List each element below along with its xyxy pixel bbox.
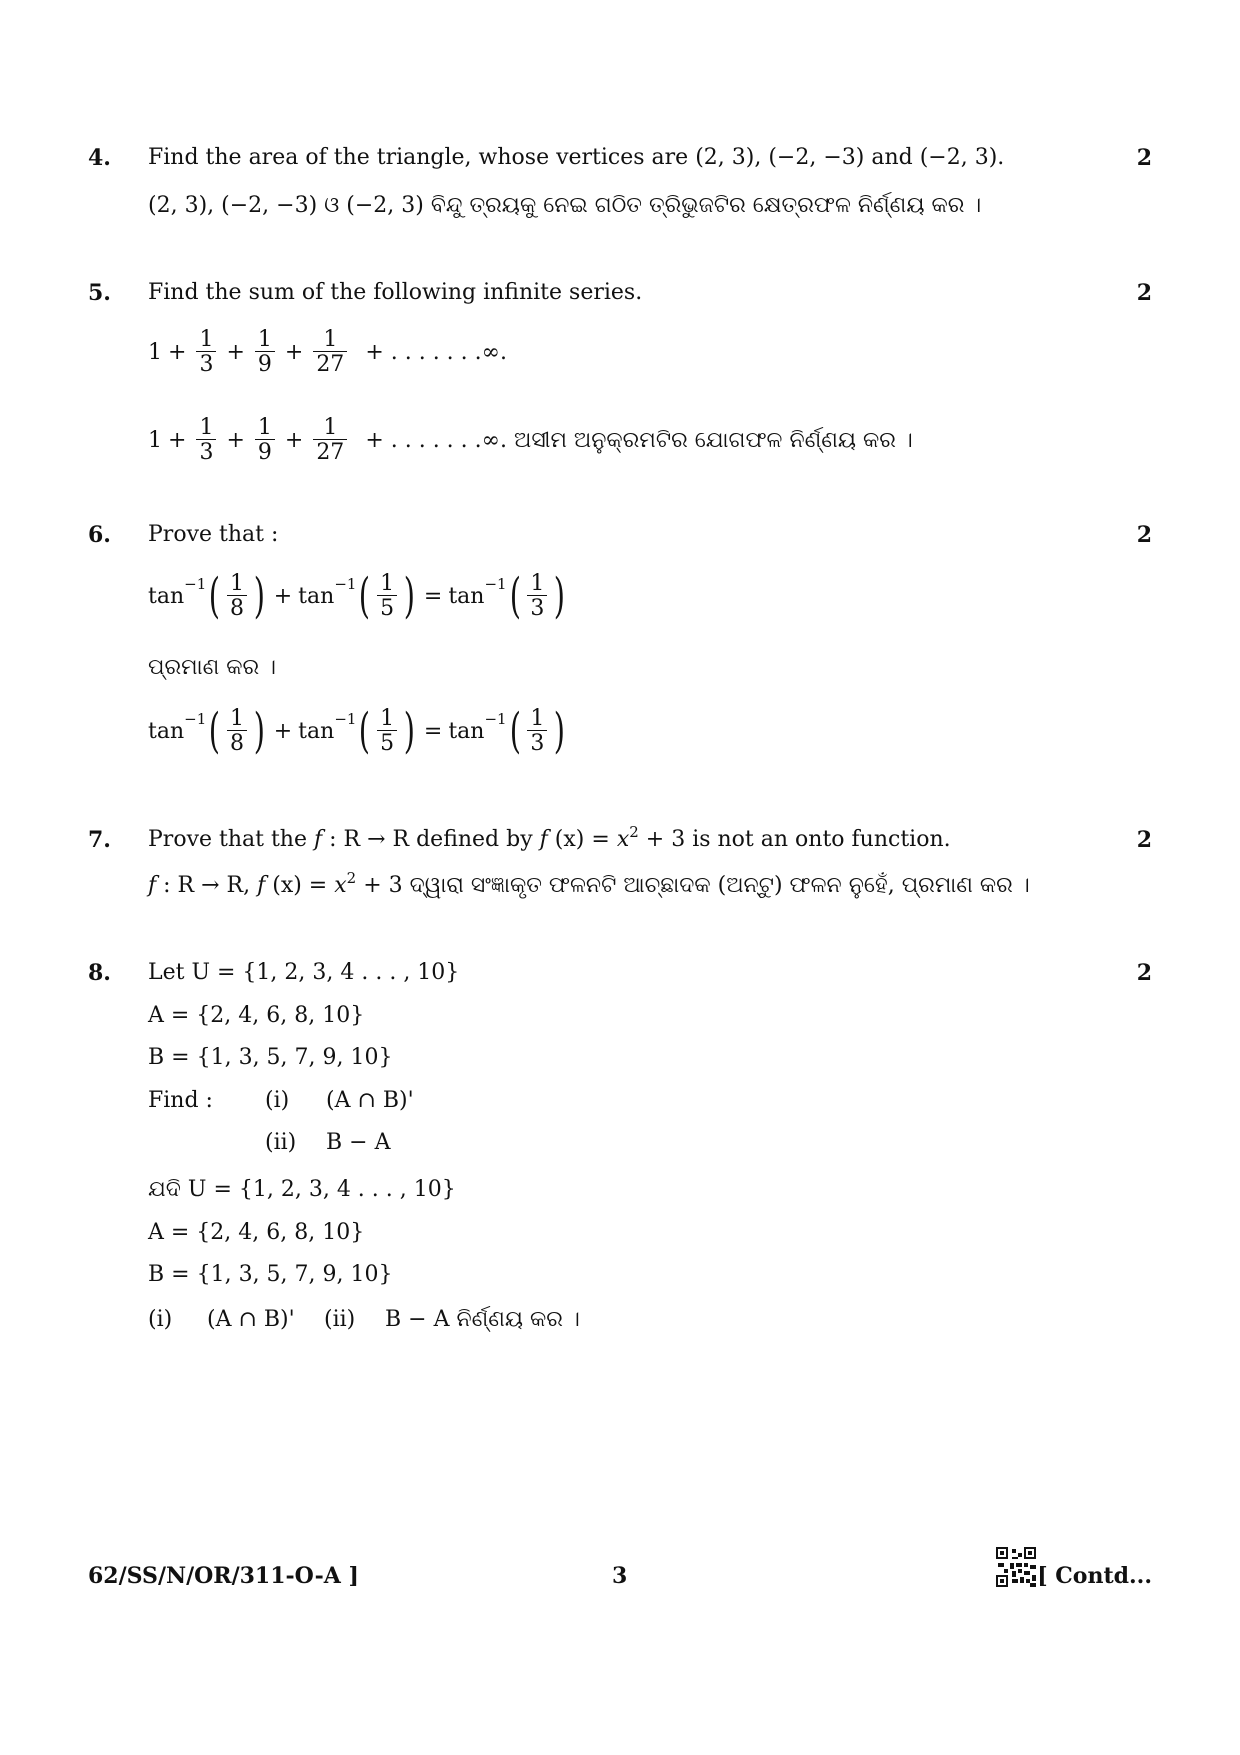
equals-sign: = [423, 718, 443, 744]
tan-inverse-term: tan −1 ( $\frac{1}{5}$ ) [298, 703, 416, 760]
tan-inverse-term: tan −1 ( $\frac{1}{3}$ ) [448, 568, 566, 625]
q8-odia-universal-set: ଯଦି U = {1, 2, 3, 4 . . . , 10} [148, 1177, 456, 1202]
q8-odia-part-i-expr: (A ∩ B)' [207, 1307, 295, 1332]
q5-english-text: Find the sum of the following infinite series. [148, 280, 643, 305]
q5-series-odia [148, 416, 913, 464]
series-first-term: 1 [148, 339, 162, 365]
q4-english-text: Find the area of the triangle, whose vertices are (2, 3), (−2, −3) and (−2, 3). [148, 145, 1005, 170]
tan-inverse-term: tan −1 ( $\frac{1}{8}$ ) [148, 568, 265, 625]
plus-sign: + [273, 583, 293, 609]
q8-odia-set-a: A = {2, 4, 6, 8, 10} [148, 1220, 365, 1245]
q7-number: 7. [88, 827, 111, 853]
q7-marks: 2 [1136, 827, 1152, 853]
q7-odia-text: f : R → R, f $(x) = x^2 + 3$ ଦ୍ୱାରା ସଂଜ୍ଞାକୃତ ଫଳନଟି ଆଚ୍ଛାଦକ (ଅନ୍‌ଟୁ) ଫଳନ ନୁହେଁ, ପ୍ରମାଣ କର । [148, 869, 1030, 898]
q8-odia-part-ii-expr: B − A ନିର୍ଣ୍ଣୟ କର । [385, 1307, 580, 1332]
q8-odia-set-b: B = {1, 3, 5, 7, 9, 10} [148, 1262, 393, 1287]
q8-marks: 2 [1136, 960, 1152, 986]
q8-find-label: Find : [148, 1088, 213, 1113]
q8-part-i-label: (i) [265, 1088, 290, 1113]
q4-odia-text: (2, 3), (−2, −3) ଓ (−2, 3) ବିନ୍ଦୁ ତ୍ରୟକୁ ନେଇ ଗଠିତ ତ୍ରିଭୁଜଟିର କ୍ଷେତ୍ରଫଳ ନିର୍ଣ୍ଣୟ କର । [148, 193, 982, 218]
q5-marks: 2 [1136, 280, 1152, 306]
qr-code-icon [996, 1547, 1036, 1587]
q8-universal-set: Let U = {1, 2, 3, 4 . . . , 10} [148, 960, 460, 985]
plus-sign: + [168, 339, 187, 365]
q6-number: 6. [88, 522, 111, 548]
q8-part-ii-label: (ii) [265, 1130, 297, 1155]
plus-sign: + [168, 427, 187, 453]
q8-odia-part-i-label: (i) [148, 1307, 173, 1332]
q4-marks: 2 [1136, 145, 1152, 171]
plus-sign: + [284, 339, 304, 365]
q5-number: 5. [88, 280, 111, 306]
tan-inverse-term: tan −1 ( $\frac{1}{5}$ ) [298, 568, 416, 625]
q7-english-text: Prove that the f : R → R defined by f $(x) = x^2 + 3$ is not an onto function. [148, 823, 951, 852]
tan-inverse-term: tan −1 ( $\frac{1}{8}$ ) [148, 703, 265, 760]
q4-number: 4. [88, 145, 111, 171]
equals-sign: = [423, 583, 443, 609]
q8-part-i-expr: (A ∩ B)' [326, 1088, 414, 1113]
q8-odia-part-ii-label: (ii) [324, 1307, 356, 1332]
q5-series [148, 328, 507, 376]
fraction-1-9: $\frac{1}{9}$ [255, 416, 275, 464]
plus-sign: + [284, 427, 304, 453]
paper-code: 62/SS/N/OR/311-O-A ] [88, 1563, 359, 1589]
q6-odia-text: ପ୍ରମାଣ କର । [148, 655, 277, 680]
continued-label: [ Contd... [1037, 1563, 1152, 1589]
q8-part-ii-expr: B − A [326, 1130, 391, 1155]
q8-set-b: B = {1, 3, 5, 7, 9, 10} [148, 1045, 393, 1070]
q6-marks: 2 [1136, 522, 1152, 548]
q6-identity [148, 568, 568, 625]
plus-sign: + [226, 339, 245, 365]
tan-inverse-term: tan −1 ( $\frac{1}{3}$ ) [448, 703, 566, 760]
fraction-1-27: $\frac{1}{27}$ [313, 328, 347, 376]
q6-english-text: Prove that : [148, 522, 279, 547]
fraction-1-3: $\frac{1}{3}$ [196, 416, 216, 464]
series-tail: + . . . . . . .∞. [365, 339, 507, 365]
q8-set-a: A = {2, 4, 6, 8, 10} [148, 1003, 365, 1028]
fraction-1-27: $\frac{1}{27}$ [313, 416, 347, 464]
q8-number: 8. [88, 960, 111, 986]
plus-sign: + [226, 427, 245, 453]
series-first-term: 1 [148, 427, 162, 453]
plus-sign: + [273, 718, 293, 744]
fraction-1-9: $\frac{1}{9}$ [255, 328, 275, 376]
page-number: 3 [612, 1563, 628, 1589]
series-tail-odia: + . . . . . . .∞. ଅସୀମ ଅନୁକ୍ରମଟିର ଯୋଗଫଳ ନିର୍ଣ୍ଣୟ କର । [365, 427, 913, 453]
fraction-1-3: $\frac{1}{3}$ [196, 328, 216, 376]
q6-identity-odia [148, 703, 568, 760]
